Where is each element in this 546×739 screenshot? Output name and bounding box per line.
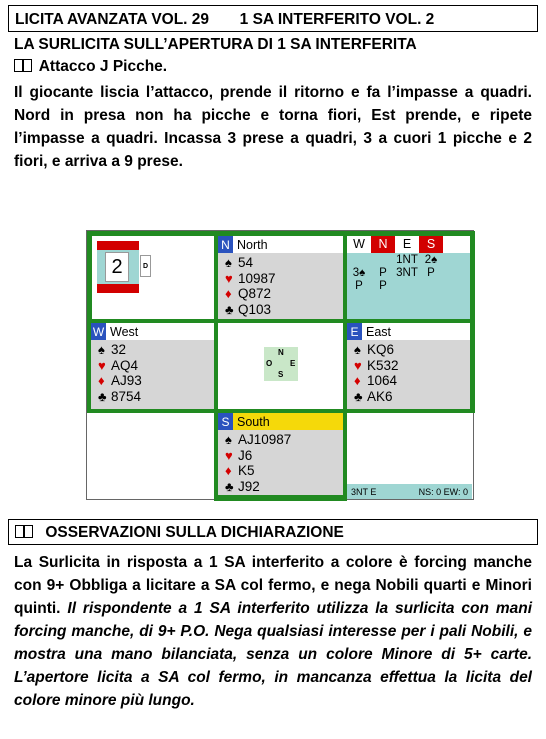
east-diamonds: 1064 [367, 373, 398, 388]
bid-head-e: E [402, 237, 412, 251]
heart-icon: ♥ [225, 270, 233, 286]
north-header [218, 236, 343, 253]
bid: P [427, 267, 435, 279]
spade-icon: ♠ [354, 342, 361, 357]
bid: P [379, 280, 387, 292]
bid-head-w: W [353, 237, 365, 251]
east-header [347, 323, 470, 340]
club-icon: ♣ [225, 301, 234, 317]
header-left: LICITA AVANZATA VOL. 29 [15, 11, 210, 28]
north-spades: 54 [238, 255, 254, 270]
west-name: West [110, 324, 139, 339]
attack-line [14, 58, 167, 76]
east-hand [347, 323, 470, 409]
observations-title: OSSERVAZIONI SULLA DICHIARAZIONE [45, 524, 344, 541]
dealer-mark: D [140, 255, 151, 277]
south-header [218, 413, 343, 430]
west-hand [91, 323, 214, 409]
spade-icon: ♠ [98, 342, 105, 357]
north-dir: N [218, 236, 233, 253]
result-bar [347, 484, 472, 499]
subtitle: LA SURLICITA SULL’APERTURA DI 1 SA INTERFERITA [14, 36, 417, 53]
spade-icon: ♠ [225, 255, 232, 270]
south-dir: S [218, 413, 233, 430]
bid: P [379, 267, 387, 279]
compass-n: N [278, 348, 284, 357]
club-icon: ♣ [354, 388, 363, 404]
board-number-box [97, 241, 149, 293]
compass-e: E [290, 359, 296, 368]
north-name: North [237, 237, 268, 252]
east-hearts: K532 [367, 357, 399, 373]
bid: 3♠ [352, 267, 366, 279]
west-clubs: 8754 [111, 388, 142, 404]
bid: 3NT [396, 267, 418, 279]
south-name: South [237, 414, 270, 429]
diamond-icon: ♦ [354, 373, 361, 388]
bid: P [355, 280, 363, 292]
observations-text [14, 551, 532, 712]
observations-italic: Il rispondente a 1 SA interferito utilizza la surlicita con mani forcing manche, di 9+ P.O. Nega qualsiasi interesse per i pali Nobili, e mostra una mano bilanciata, senza un colore Minore di 5+ carte. L’apertore licita a SA col fermo, in mancanza effettua la licita del colore minore più lungo. [14, 600, 533, 709]
east-clubs: AK6 [367, 388, 393, 404]
club-icon: ♣ [98, 388, 107, 404]
board-number: 2 [105, 252, 129, 282]
east-name: East [366, 324, 392, 339]
bid: 2♠ [424, 254, 438, 266]
heart-icon: ♥ [225, 447, 233, 463]
west-hearts: AQ4 [111, 357, 139, 373]
spade-icon: ♠ [225, 432, 232, 447]
diamond-icon: ♦ [98, 373, 105, 388]
observations-normal: La Surlicita in risposta a 1 SA interferito a colore è forcing manche con 9+ Obbliga a licitare a SA col fermo, e nega Nobili quarti e Minori quinti. [14, 554, 532, 617]
observations-header [8, 519, 538, 545]
north-clubs: Q103 [238, 301, 272, 317]
compass-icon [264, 347, 298, 381]
bridge-board [86, 230, 474, 500]
bid-head-s: S [419, 236, 443, 253]
bid: 1NT [396, 254, 418, 266]
header-box [8, 5, 538, 32]
heart-icon: ♥ [98, 357, 106, 373]
play-text: Il giocante liscia l’attacco, prende il ritorno e fa l’impasse a quadri. Nord in presa non ha picche e torna fiori, Est prende, e ripete l’impasse a quadri. Incassa 3 prese a quadri, 3 a cuori 1 picche e 2 fiori, e arriva a 9 prese. [14, 84, 532, 170]
heart-icon: ♥ [354, 357, 362, 373]
club-icon: ♣ [225, 478, 234, 494]
south-clubs: J92 [238, 478, 260, 494]
attack-text: Attacco J Picche. [38, 58, 168, 75]
score: NS: 0 EW: 0 [418, 486, 468, 497]
bid-head-n: N [371, 236, 395, 253]
contract: 3NT E [351, 486, 377, 497]
north-hand [218, 236, 343, 319]
west-diamonds: AJ93 [111, 373, 142, 388]
book-icon [14, 59, 32, 72]
south-hand [218, 413, 343, 495]
diamond-icon: ♦ [225, 463, 232, 478]
east-dir: E [347, 323, 362, 340]
west-spades: 32 [111, 342, 127, 357]
west-header [91, 323, 214, 340]
compass-s: S [278, 370, 284, 379]
south-spades: AJ10987 [238, 432, 292, 447]
diamond-icon: ♦ [225, 286, 232, 301]
east-spades: KQ6 [367, 342, 395, 357]
north-hearts: 10987 [238, 270, 276, 286]
bidding-box [347, 236, 470, 319]
south-hearts: J6 [238, 447, 253, 463]
book-icon [15, 525, 33, 538]
compass-o: O [266, 359, 273, 368]
bidding-header [347, 236, 470, 253]
west-dir: W [92, 324, 105, 339]
south-diamonds: K5 [238, 463, 255, 478]
north-diamonds: Q872 [238, 286, 272, 301]
header-right: 1 SA INTERFERITO VOL. 2 [239, 11, 435, 28]
